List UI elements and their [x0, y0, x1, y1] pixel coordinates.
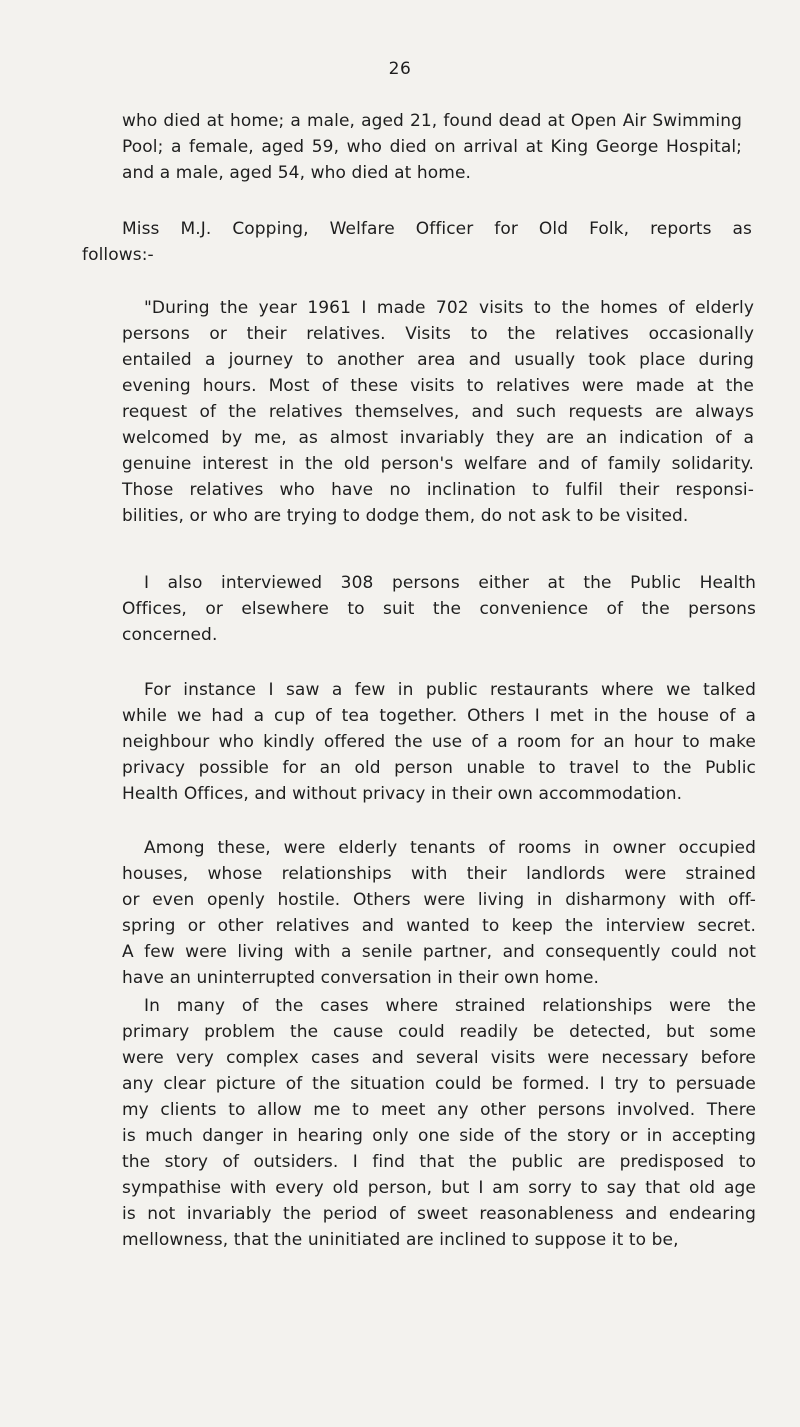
text-line: In many of the cases where strained relationships were the	[144, 996, 756, 1016]
text-line: neighbour who kindly offered the use of a room for an hour to make	[122, 732, 756, 752]
text-line: entailed a journey to another area and usually took place during	[122, 350, 754, 370]
text-line: "During the year 1961 I made 702 visits to the homes of elderly	[144, 298, 754, 318]
text-line: the story of outsiders. I find that the public are predisposed to	[122, 1152, 756, 1172]
paragraph-welfare-officer-intro	[82, 216, 752, 268]
text-line: is much danger in hearing only one side of the story or in accepting	[122, 1126, 756, 1146]
text-line: I also interviewed 308 persons either at the Public Health	[144, 573, 756, 593]
text-line: Miss M.J. Copping, Welfare Officer for Old Folk, reports as	[122, 219, 752, 239]
text-line: Health Offices, and without privacy in their own accommodation.	[122, 784, 683, 804]
text-line: Offices, or elsewhere to suit the convenience of the persons	[122, 599, 756, 619]
text-line: A few were living with a senile partner, and consequently could not	[122, 942, 756, 962]
text-line: primary problem the cause could readily be detected, but some	[122, 1022, 756, 1042]
text-line: Pool; a female, aged 59, who died on arrival at King George Hospital;	[122, 137, 742, 157]
text-line: genuine interest in the old person's welfare and of family solidarity.	[122, 454, 754, 474]
text-line: Those relatives who have no inclination to fulfil their responsi-	[122, 480, 754, 500]
text-line: while we had a cup of tea together. Others I met in the house of a	[122, 706, 756, 726]
paragraph-strained-relationships	[122, 993, 756, 1253]
text-line: Among these, were elderly tenants of rooms in owner occupied	[144, 838, 756, 858]
text-line: welcomed by me, as almost invariably they are an indication of a	[122, 428, 754, 448]
text-line: follows:-	[82, 245, 154, 265]
text-line: and a male, aged 54, who died at home.	[122, 163, 472, 183]
text-line: any clear picture of the situation could be formed. I try to persuade	[122, 1074, 756, 1094]
text-line: have an uninterrupted conversation in their own home.	[122, 968, 600, 988]
text-line: is not invariably the period of sweet reasonableness and endearing	[122, 1204, 756, 1224]
paragraph-interviews	[122, 570, 756, 648]
text-line: houses, whose relationships with their landlords were strained	[122, 864, 756, 884]
text-line: privacy possible for an old person unable to travel to the Public	[122, 758, 756, 778]
text-line: concerned.	[122, 625, 218, 645]
text-line: evening hours. Most of these visits to relatives were made at the	[122, 376, 754, 396]
text-line: mellowness, that the uninitiated are inclined to suppose it to be,	[122, 1230, 679, 1250]
text-line: who died at home; a male, aged 21, found dead at Open Air Swimming	[122, 111, 742, 131]
text-line: For instance I saw a few in public restaurants where we talked	[144, 680, 756, 700]
paragraph-death-records	[122, 108, 742, 186]
text-line: spring or other relatives and wanted to keep the interview secret.	[122, 916, 756, 936]
text-line: or even openly hostile. Others were living in disharmony with off-	[122, 890, 756, 910]
paragraph-meeting-places	[122, 677, 756, 807]
paragraph-home-visits	[122, 295, 754, 529]
text-line: sympathise with every old person, but I am sorry to say that old age	[122, 1178, 756, 1198]
paragraph-tenant-situations	[122, 835, 756, 991]
text-line: persons or their relatives. Visits to the relatives occasionally	[122, 324, 754, 344]
text-line: bilities, or who are trying to dodge them, do not ask to be visited.	[122, 506, 689, 526]
page-number: 26	[388, 59, 412, 79]
text-line: my clients to allow me to meet any other persons involved. There	[122, 1100, 756, 1120]
text-line: request of the relatives themselves, and such requests are always	[122, 402, 754, 422]
text-line: were very complex cases and several visits were necessary before	[122, 1048, 756, 1068]
